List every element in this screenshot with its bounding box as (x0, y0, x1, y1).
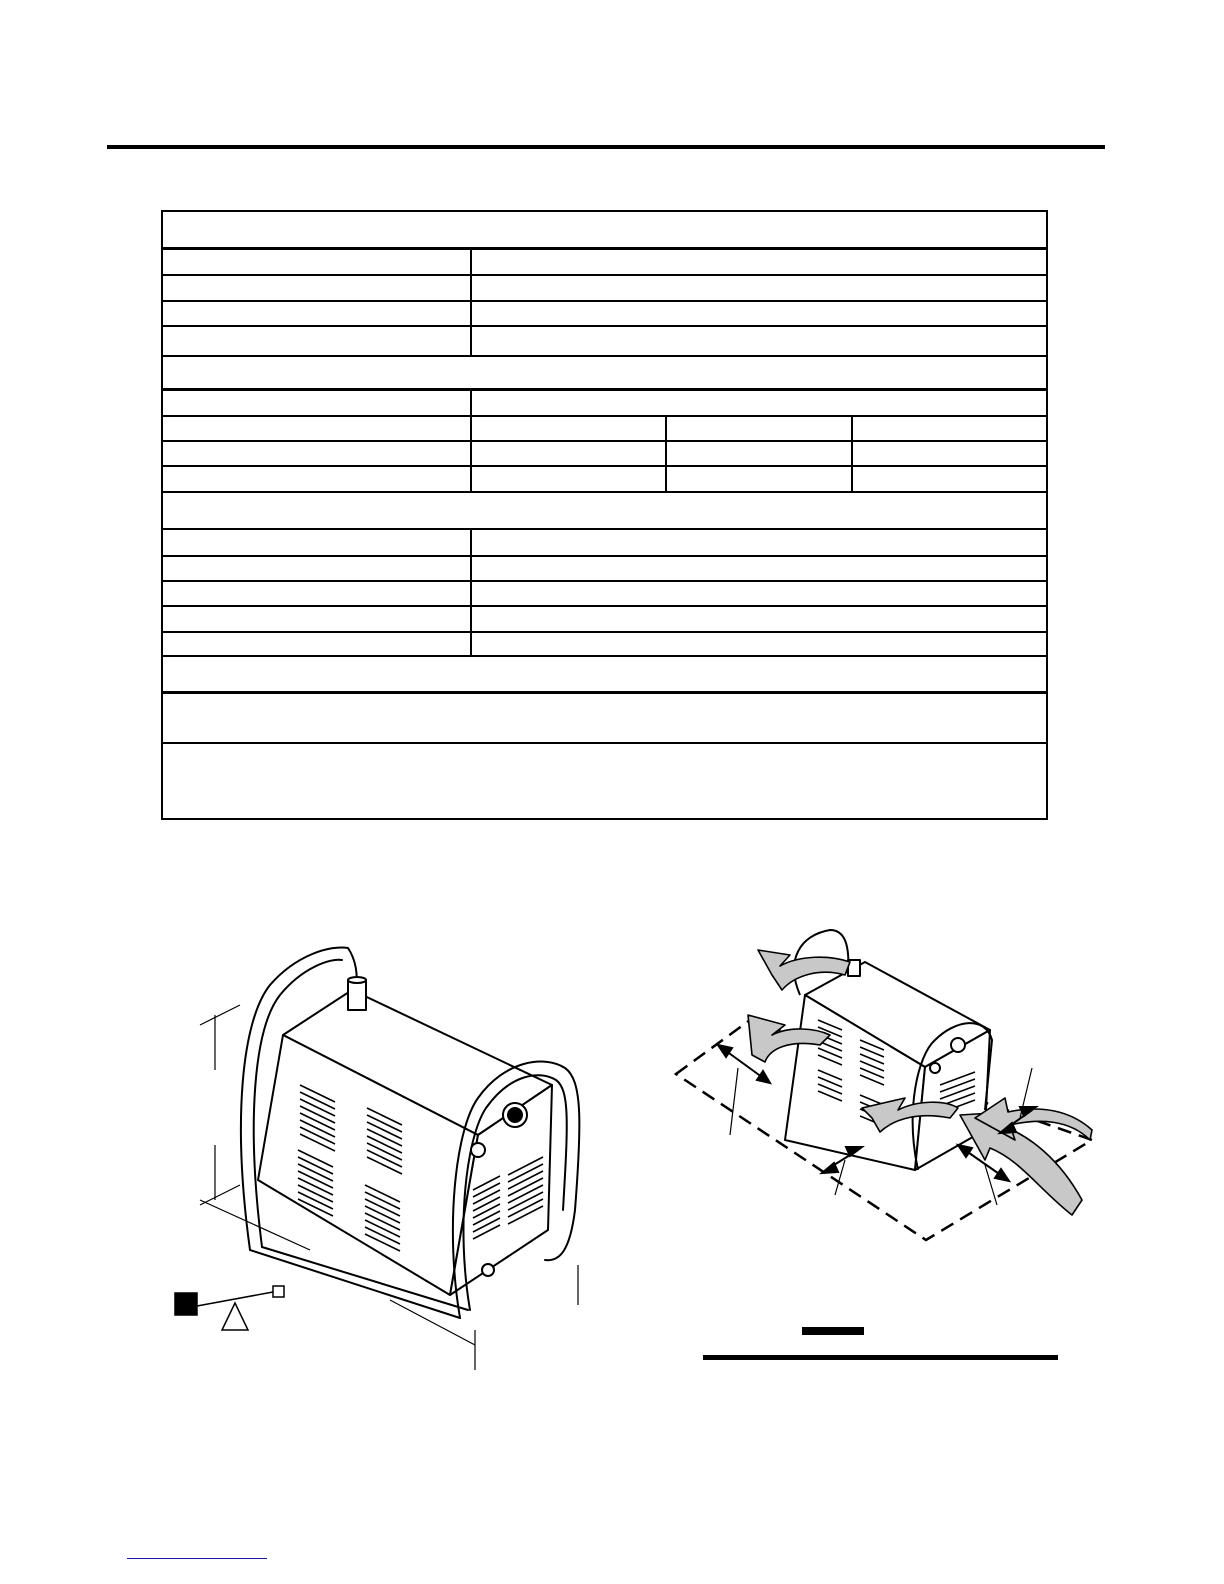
table-col-rule (470, 249, 472, 355)
table-rule (163, 355, 1046, 357)
table-col-rule (851, 416, 853, 492)
table-rule (163, 440, 1046, 442)
table-rule (163, 555, 1046, 557)
power-source-dimensions-figure (241, 947, 579, 1318)
table-rule (163, 742, 1046, 744)
footer-link-underline[interactable] (127, 1558, 267, 1559)
top-fitting-icon (348, 980, 366, 1010)
table-rule (163, 528, 1046, 530)
figure-caption-rule (703, 1355, 1058, 1360)
table-rule (163, 415, 1046, 417)
table-rule (163, 274, 1046, 276)
spec-table (161, 210, 1048, 820)
table-col-rule (470, 390, 472, 492)
airflow-clearance-figure (676, 930, 1092, 1360)
control-knob-icon (951, 1038, 965, 1052)
table-rule (163, 655, 1046, 657)
table-rule (163, 580, 1046, 582)
airflow-intake-icon (960, 1112, 1082, 1215)
figures-area (0, 900, 1224, 1400)
weight-balance-icon (175, 1286, 284, 1330)
connector-icon (482, 1264, 494, 1276)
table-col-rule (665, 416, 667, 492)
table-rule (163, 691, 1046, 694)
table-rule (163, 605, 1046, 607)
table-rule (163, 247, 1046, 250)
connector-icon (471, 1143, 485, 1157)
table-rule (163, 325, 1046, 327)
connector-icon (930, 1063, 940, 1073)
table-rule (163, 491, 1046, 493)
table-rule (163, 631, 1046, 633)
table-rule (163, 300, 1046, 302)
table-rule (163, 465, 1046, 467)
table-rule (163, 388, 1046, 391)
table-col-rule (470, 529, 472, 656)
header-rule (107, 145, 1105, 149)
width-dimension (475, 1265, 578, 1370)
figure-caption-bar (802, 1327, 864, 1335)
